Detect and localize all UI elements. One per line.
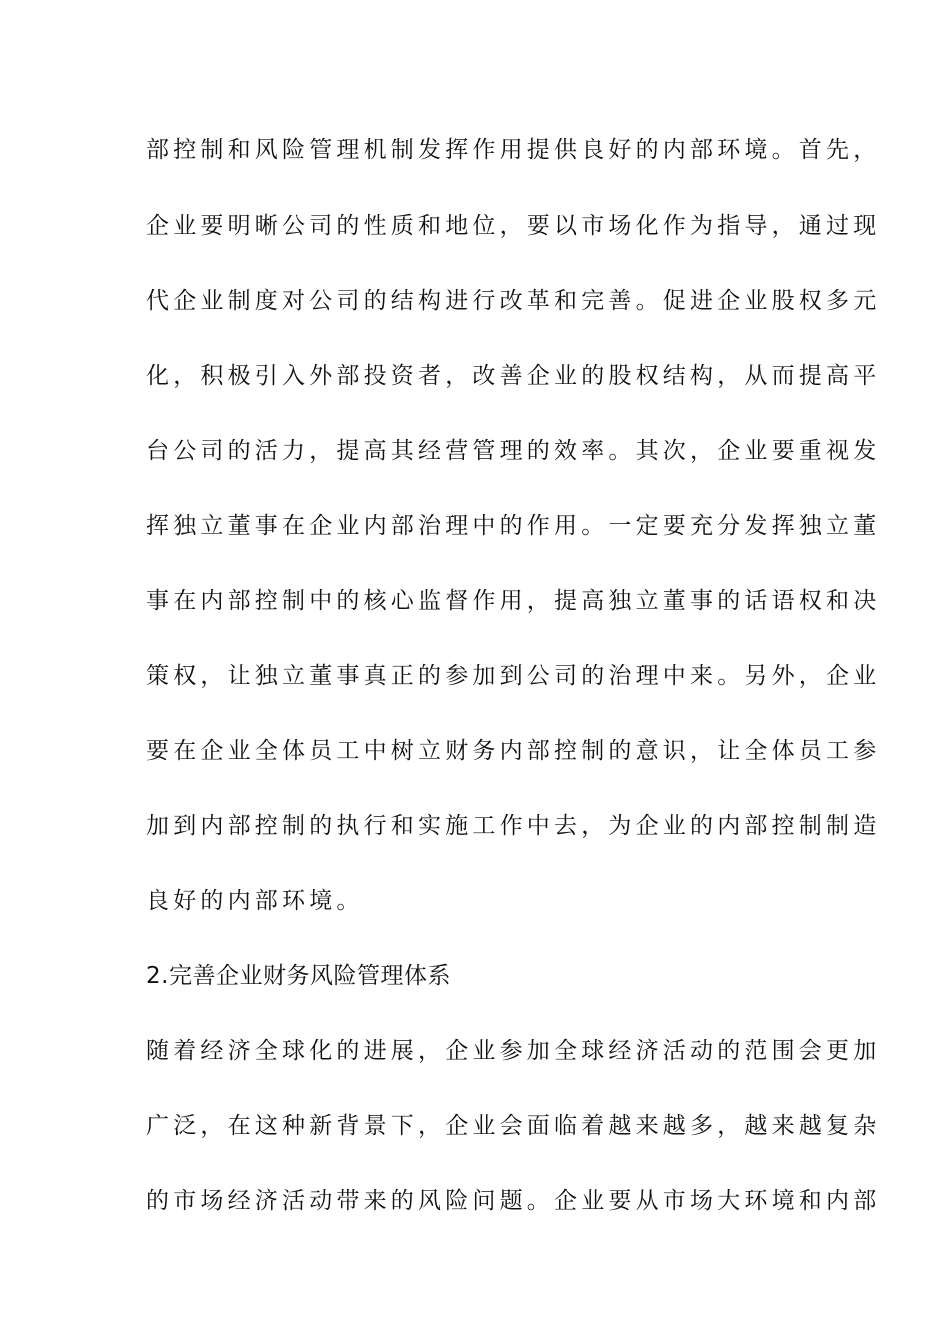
paragraph-line: 部控制和风险管理机制发挥作用提供良好的内部环境。首先， (146, 137, 881, 163)
paragraph-line: 要在企业全体员工中树立财务内部控制的意识，让全体员工参 (146, 738, 881, 764)
paragraph-line: 台公司的活力，提高其经营管理的效率。其次，企业要重视发 (146, 438, 881, 464)
section-heading: 2.完善企业财务风险管理体系 (146, 963, 451, 989)
paragraph-line: 加到内部控制的执行和实施工作中去，为企业的内部控制制造 (146, 813, 881, 839)
paragraph-line: 事在内部控制中的核心监督作用，提高独立董事的话语权和决 (146, 588, 881, 614)
paragraph-line: 广泛，在这种新背景下，企业会面临着越来越多，越来越复杂 (146, 1113, 881, 1139)
paragraph-line: 策权，让独立董事真正的参加到公司的治理中来。另外，企业 (146, 663, 881, 689)
paragraph-line: 化，积极引入外部投资者，改善企业的股权结构，从而提高平 (146, 363, 881, 389)
paragraph-line: 挥独立董事在企业内部治理中的作用。一定要充分发挥独立董 (146, 513, 881, 539)
paragraph-line: 代企业制度对公司的结构进行改革和完善。促进企业股权多元 (146, 288, 881, 314)
paragraph-line: 的市场经济活动带来的风险问题。企业要从市场大环境和内部 (146, 1188, 881, 1214)
paragraph-line: 企业要明晰公司的性质和地位，要以市场化作为指导，通过现 (146, 213, 881, 239)
paragraph-line: 良好的内部环境。 (146, 888, 364, 914)
paragraph-line: 随着经济全球化的进展，企业参加全球经济活动的范围会更加 (146, 1038, 881, 1064)
